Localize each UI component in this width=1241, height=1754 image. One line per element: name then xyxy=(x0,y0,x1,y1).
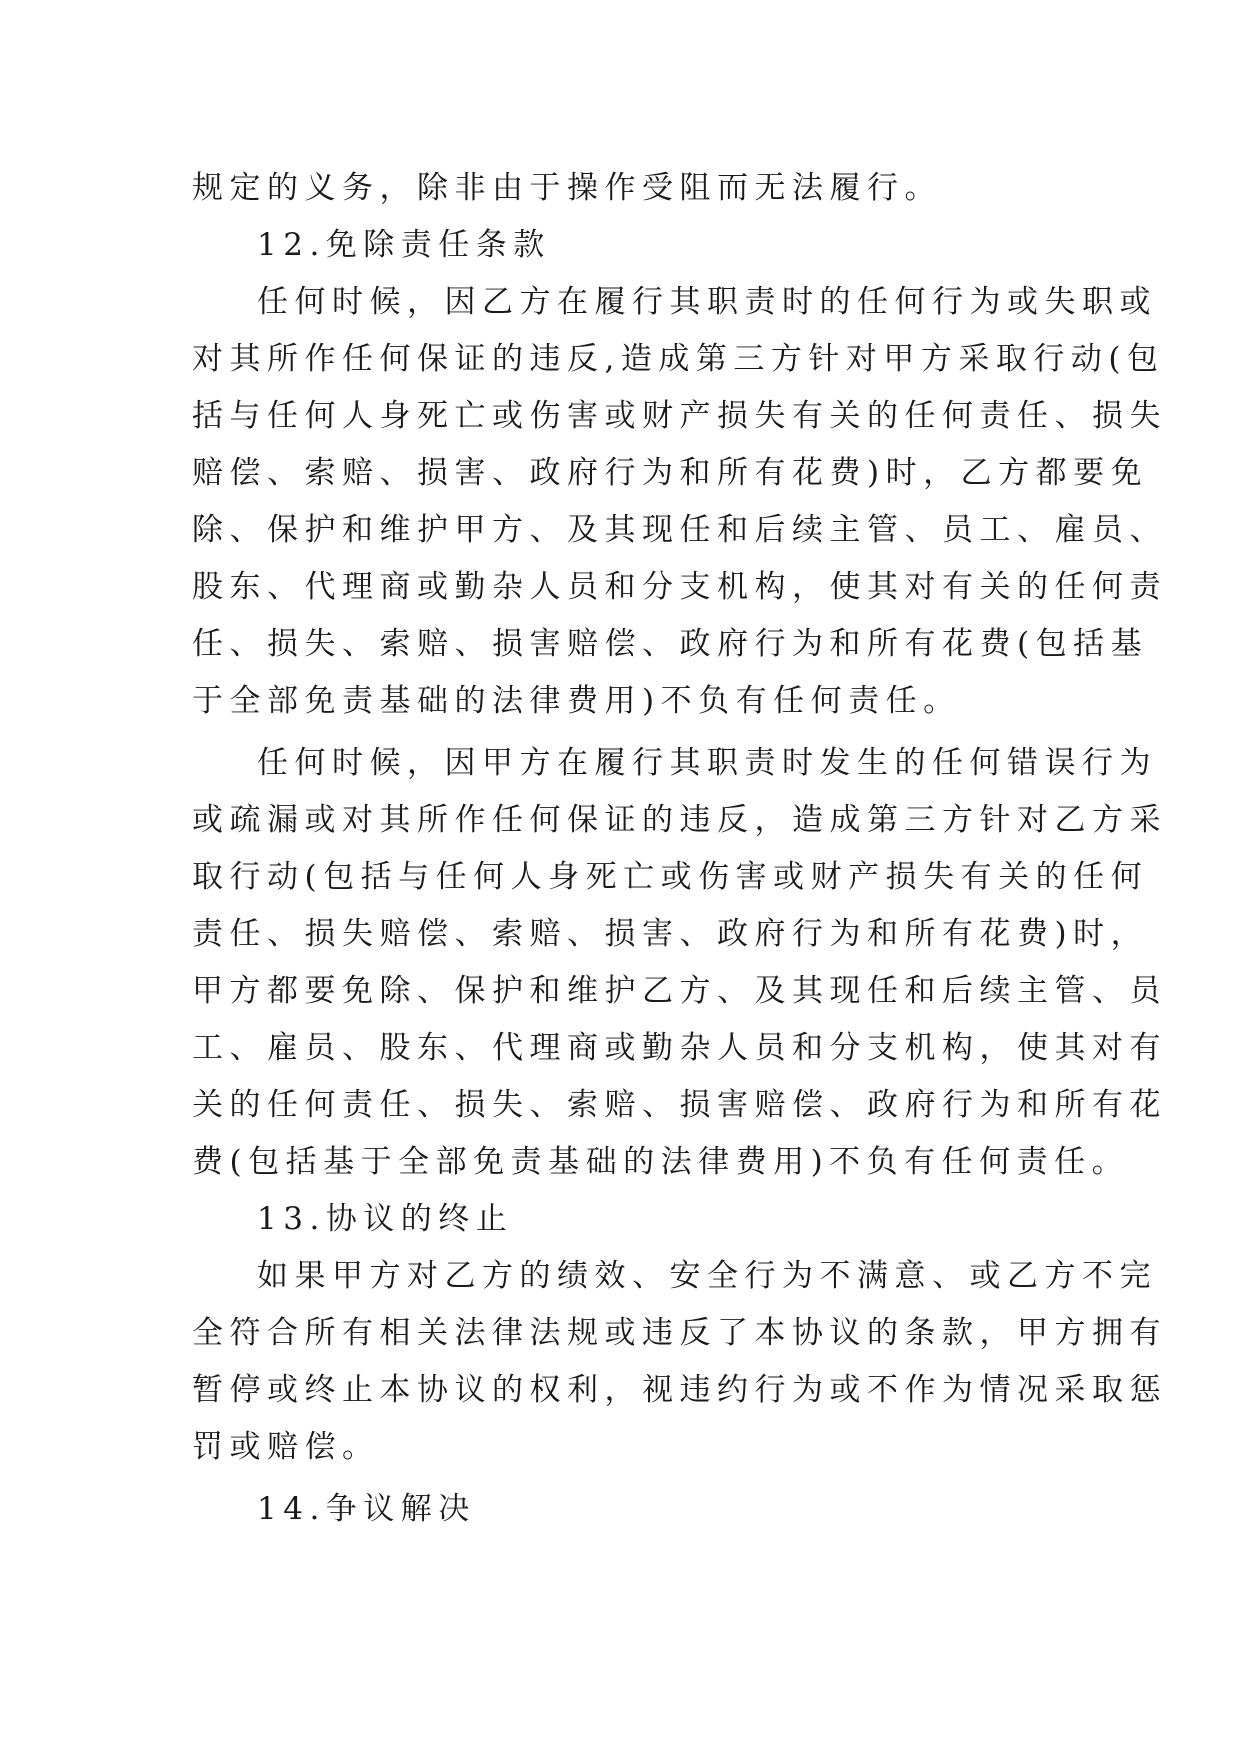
text-line: 取行动(包括与任何人身死亡或伤害或财产损失有关的任何 xyxy=(192,859,1149,895)
text-line: 罚或赔偿。 xyxy=(192,1429,380,1465)
paragraph-obligation-end xyxy=(192,160,1060,217)
text-line: 费(包括基于全部免责基础的法律费用)不负有任何责任。 xyxy=(192,1144,1130,1180)
document-body xyxy=(192,160,1167,1538)
text-line: 赔偿、索赔、损害、政府行为和所有花费)时，乙方都要免 xyxy=(192,455,1149,491)
text-line: 除、保护和维护甲方、及其现任和后续主管、员工、雇员、 xyxy=(192,512,1167,548)
text-line: 或疏漏或对其所作任何保证的违反，造成第三方针对乙方采 xyxy=(192,802,1167,838)
text-line: 任、损失、索赔、损害赔偿、政府行为和所有花费(包括基 xyxy=(192,626,1149,662)
text-line: 关的任何责任、损失、索赔、损害赔偿、政府行为和所有花 xyxy=(192,1087,1167,1123)
text-line: 责任、损失赔偿、索赔、损害、政府行为和所有花费)时， xyxy=(192,916,1149,952)
text-line: 于全部免责基础的法律费用)不负有任何责任。 xyxy=(192,683,961,719)
text-line: 对其所作任何保证的违反,造成第三方针对甲方采取行动(包 xyxy=(192,341,1165,377)
section-heading-14 xyxy=(192,1481,1060,1538)
text-line: 甲方都要免除、保护和维护乙方、及其现任和后续主管、员 xyxy=(192,973,1167,1009)
paragraph-party-a-indemnity xyxy=(192,735,1167,1191)
section-heading-12 xyxy=(192,217,1060,274)
text-line: 规定的义务，除非由于操作受阻而无法履行。 xyxy=(192,170,942,206)
text-line: 任何时候，因乙方在履行其职责时的任何行为或失职或 xyxy=(257,284,1157,320)
section-heading-13 xyxy=(192,1191,1060,1248)
text-line: 如果甲方对乙方的绩效、安全行为不满意、或乙方不完 xyxy=(257,1258,1157,1294)
paragraph-party-b-indemnity xyxy=(192,274,1167,730)
text-line: 括与任何人身死亡或伤害或财产损失有关的任何责任、损失 xyxy=(192,398,1167,434)
text-line: 工、雇员、股东、代理商或勤杂人员和分支机构，使其对有 xyxy=(192,1030,1167,1066)
text-line: 任何时候，因甲方在履行其职责时发生的任何错误行为 xyxy=(257,745,1157,781)
heading-text: 14.争议解决 xyxy=(257,1491,476,1527)
heading-text: 12.免除责任条款 xyxy=(257,227,551,263)
heading-text: 13.协议的终止 xyxy=(257,1201,514,1237)
paragraph-termination xyxy=(192,1248,1167,1476)
text-line: 股东、代理商或勤杂人员和分支机构，使其对有关的任何责 xyxy=(192,569,1167,605)
text-line: 全符合所有相关法律法规或违反了本协议的条款，甲方拥有 xyxy=(192,1315,1167,1351)
text-line: 暂停或终止本协议的权利，视违约行为或不作为情况采取惩 xyxy=(192,1372,1167,1408)
